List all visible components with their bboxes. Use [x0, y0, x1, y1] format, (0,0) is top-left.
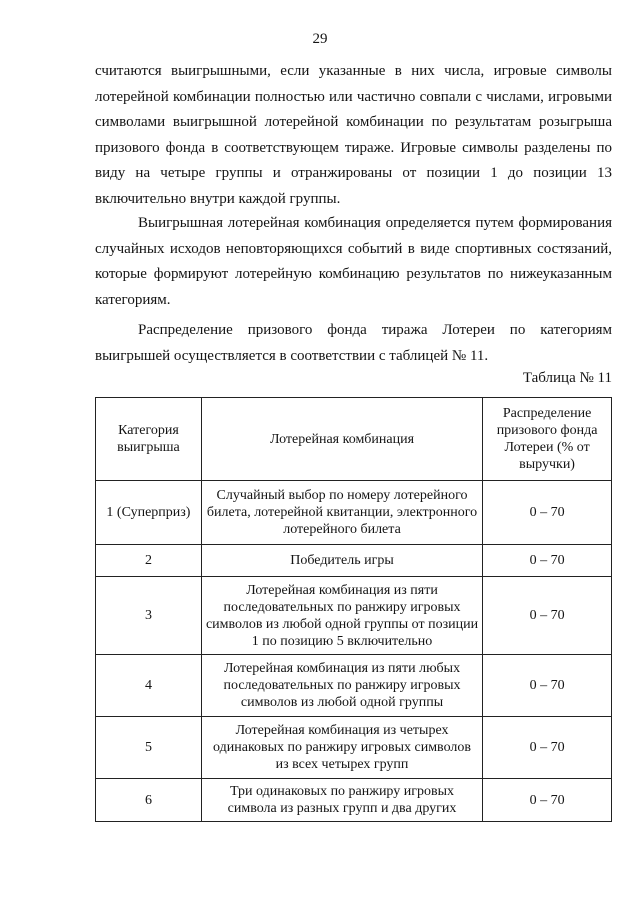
cell-distribution: 0 – 70 [483, 717, 612, 779]
table-row [96, 655, 612, 717]
paragraph-winning-combination: Выигрышная лотерейная комбинация определяется путем формирования случайных исходов неповторяющихся событий в виде спортивных состязаний, которые формируют лотерейную комбинацию результатов по нижеуказанным категориям. [95, 215, 612, 308]
table-row [96, 717, 612, 779]
cell-combination: Лотерейная комбинация из четырех одинаковых по ранжиру игровых символов из всех четырех групп [201, 717, 482, 779]
cell-category: 3 [96, 577, 202, 655]
cell-combination: Лотерейная комбинация из пяти последовательных по ранжиру игровых символов из любой одной группы от позиции 1 по позицию 5 включительно [201, 577, 482, 655]
table-row [96, 481, 612, 545]
cell-distribution: 0 – 70 [483, 481, 612, 545]
table-header-row [96, 398, 612, 481]
cell-distribution: 0 – 70 [483, 545, 612, 577]
cell-combination: Три одинаковых по ранжиру игровых символа из разных групп и два других [201, 779, 482, 822]
cell-category: 2 [96, 545, 202, 577]
table-caption: Таблица № 11 [522, 370, 612, 386]
cell-category: 6 [96, 779, 202, 822]
cell-category: 1 (Суперприз) [96, 481, 202, 545]
cell-category: 5 [96, 717, 202, 779]
page-number: 29 [312, 31, 328, 47]
cell-combination: Случайный выбор по номеру лотерейного билета, лотерейной квитанции, электронного лотерейного билета [201, 481, 482, 545]
cell-distribution: 0 – 70 [483, 779, 612, 822]
paragraph-prize-distribution: Распределение призового фонда тиража Лотереи по категориям выигрышей осуществляется в соответствии с таблицей № 11. [95, 322, 612, 364]
prize-distribution-table [95, 397, 612, 822]
header-combination: Лотерейная комбинация [201, 398, 482, 481]
cell-category: 4 [96, 655, 202, 717]
table-row [96, 577, 612, 655]
cell-distribution: 0 – 70 [483, 577, 612, 655]
cell-combination: Лотерейная комбинация из пяти любых последовательных по ранжиру игровых символов из любой одной группы [201, 655, 482, 717]
table-row [96, 779, 612, 822]
cell-distribution: 0 – 70 [483, 655, 612, 717]
paragraph-continuation: считаются выигрышными, если указанные в них числа, игровые символы лотерейной комбинации полностью или частично совпали с числами, игровыми символами выигрышной лотерейной комбинации по результатам розыгрыша призового фонда в соответствующем тираже. Игровые символы разделены по виду на четыре группы и отранжированы от позиции 1 до позиции 13 включительно внутри каждой группы. [95, 63, 612, 207]
header-distribution: Распределение призового фонда Лотереи (% от выручки) [483, 398, 612, 481]
header-category: Категория выигрыша [96, 398, 202, 481]
table-row [96, 545, 612, 577]
cell-combination: Победитель игры [201, 545, 482, 577]
